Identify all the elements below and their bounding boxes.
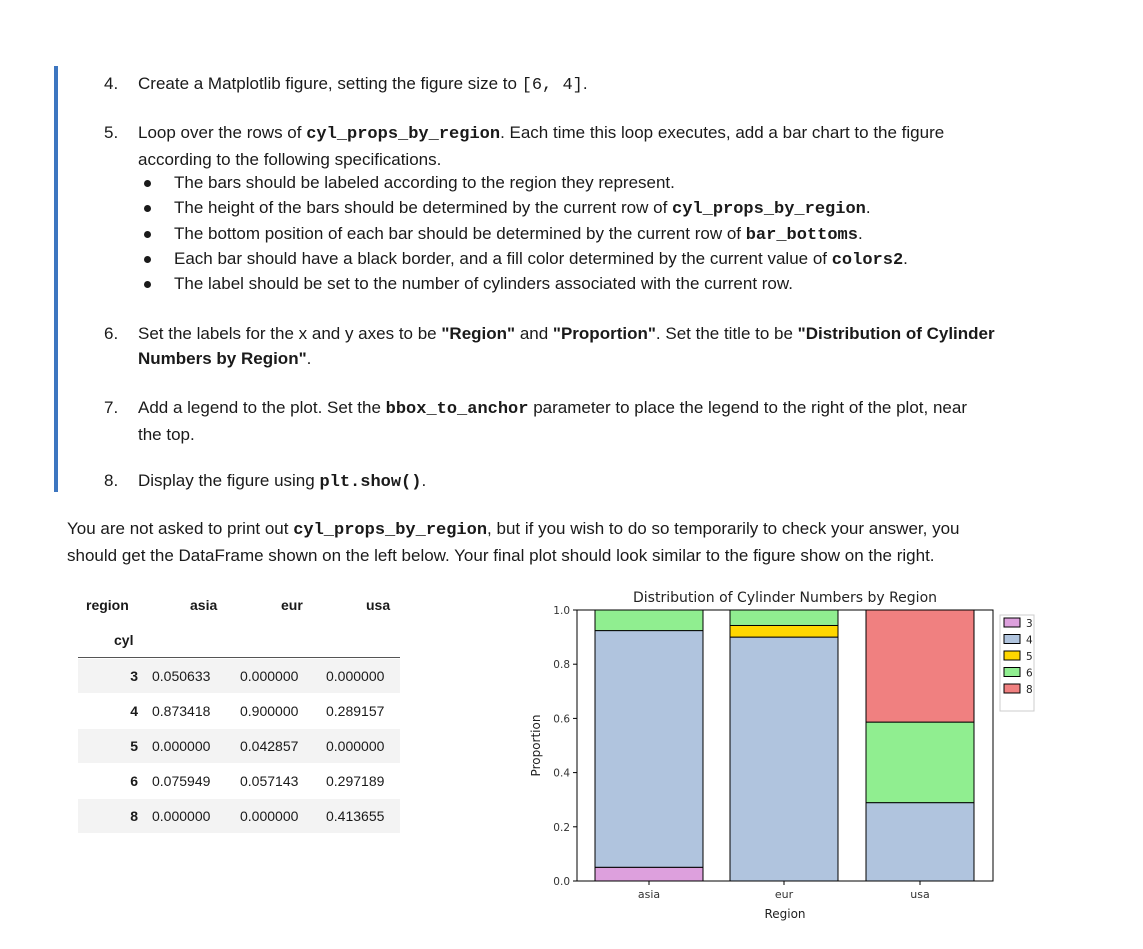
- bar-segment: [866, 610, 974, 722]
- code-plt-show: plt.show(): [319, 473, 422, 492]
- y-axis-label: Proportion: [529, 714, 543, 777]
- table-row: [78, 799, 400, 833]
- df-col-header: usa: [366, 597, 391, 613]
- df-cell: 0.413655: [326, 808, 385, 824]
- legend-swatch: [1004, 635, 1020, 644]
- y-tick-label: 0.0: [553, 876, 570, 888]
- df-cell: 0.000000: [152, 738, 211, 754]
- bar-segment: [595, 867, 703, 881]
- code-figsize: [6, 4]: [521, 76, 583, 95]
- bar-segment: [595, 610, 703, 631]
- df-header-rule: [78, 657, 400, 658]
- code-cyl-props-inline: cyl_props_by_region: [293, 521, 488, 540]
- x-tick-label: usa: [910, 888, 930, 901]
- df-cell: 0.000000: [326, 668, 385, 684]
- df-index-cell: 8: [130, 808, 138, 824]
- df-index-cell: 4: [130, 703, 138, 719]
- bullet-code: colors2: [831, 250, 904, 270]
- df-col-header: asia: [190, 597, 218, 613]
- legend-label: 8: [1026, 684, 1033, 696]
- legend-swatch: [1004, 618, 1020, 627]
- blockquote-bar: [54, 66, 58, 492]
- table-row: [78, 729, 400, 763]
- x-axis-label: Region: [764, 907, 806, 921]
- df-cell: 0.873418: [152, 703, 211, 719]
- df-columns-label: region: [86, 597, 129, 613]
- table-row: [78, 694, 400, 728]
- bullet-code: cyl_props_by_region: [672, 200, 866, 220]
- df-cell: 0.057143: [240, 773, 299, 789]
- y-tick-label: 0.4: [553, 767, 570, 780]
- df-index-label: cyl: [114, 632, 134, 648]
- step-number: 5.: [104, 123, 119, 142]
- y-tick-label: 0.6: [553, 713, 570, 726]
- df-col-header: eur: [281, 597, 303, 613]
- instruction-paragraph: You are not asked to print out cyl_props_by_region, but if you wish to do so temporarily to check your answer, you should get the DataFrame shown on the left below. Your final plot should look similar to the figure show on the right.: [67, 519, 960, 565]
- step-number: 6.: [104, 324, 119, 343]
- df-cell: 0.900000: [240, 703, 299, 719]
- legend-swatch: [1004, 684, 1020, 693]
- bar-segment: [730, 625, 838, 637]
- legend-swatch: [1004, 651, 1020, 660]
- step-number: 4.: [104, 74, 119, 93]
- df-index-cell: 6: [130, 773, 138, 789]
- df-cell: 0.000000: [326, 738, 385, 754]
- df-cell: 0.000000: [240, 668, 299, 684]
- code-cyl-props: cyl_props_by_region: [306, 125, 501, 144]
- legend-label: 3: [1026, 618, 1033, 630]
- df-index-cell: 5: [130, 738, 138, 754]
- legend-label: 6: [1026, 667, 1033, 680]
- step-number: 8.: [104, 471, 119, 490]
- x-tick-label: eur: [774, 888, 794, 901]
- y-tick-label: 1.0: [553, 605, 570, 617]
- code-bbox-to-anchor: bbox_to_anchor: [385, 400, 529, 419]
- bullet-dot: [144, 231, 151, 238]
- legend-label: 5: [1026, 651, 1033, 663]
- table-row: [78, 659, 400, 693]
- df-index-cell: 3: [130, 668, 138, 684]
- df-cell: 0.000000: [240, 808, 299, 824]
- bar-segment: [730, 637, 838, 881]
- bullet-code: bar_bottoms: [745, 225, 858, 245]
- bar-segment: [595, 631, 703, 868]
- legend-swatch: [1004, 668, 1020, 677]
- step-number: 7.: [104, 398, 119, 417]
- y-tick-label: 0.2: [553, 821, 570, 834]
- y-tick-label: 0.8: [553, 659, 570, 672]
- table-row: [78, 764, 400, 798]
- bullet-dot: [144, 256, 151, 263]
- stacked-bar-chart: [520, 583, 1040, 928]
- df-cell: 0.042857: [240, 738, 299, 754]
- df-cell: 0.050633: [152, 668, 211, 684]
- bar-segment: [866, 722, 974, 803]
- bar-segment: [730, 610, 838, 625]
- bar-segment: [866, 803, 974, 881]
- bullet-dot: [144, 281, 151, 288]
- legend-label: 4: [1026, 634, 1033, 647]
- bullet-dot: [144, 205, 151, 212]
- chart-title: Distribution of Cylinder Numbers by Region: [632, 590, 938, 606]
- bullet-dot: [144, 180, 151, 187]
- df-cell: 0.289157: [326, 703, 385, 719]
- df-cell: 0.000000: [152, 808, 211, 824]
- x-tick-label: asia: [637, 888, 661, 901]
- df-cell: 0.297189: [326, 773, 385, 789]
- df-cell: 0.075949: [152, 773, 211, 789]
